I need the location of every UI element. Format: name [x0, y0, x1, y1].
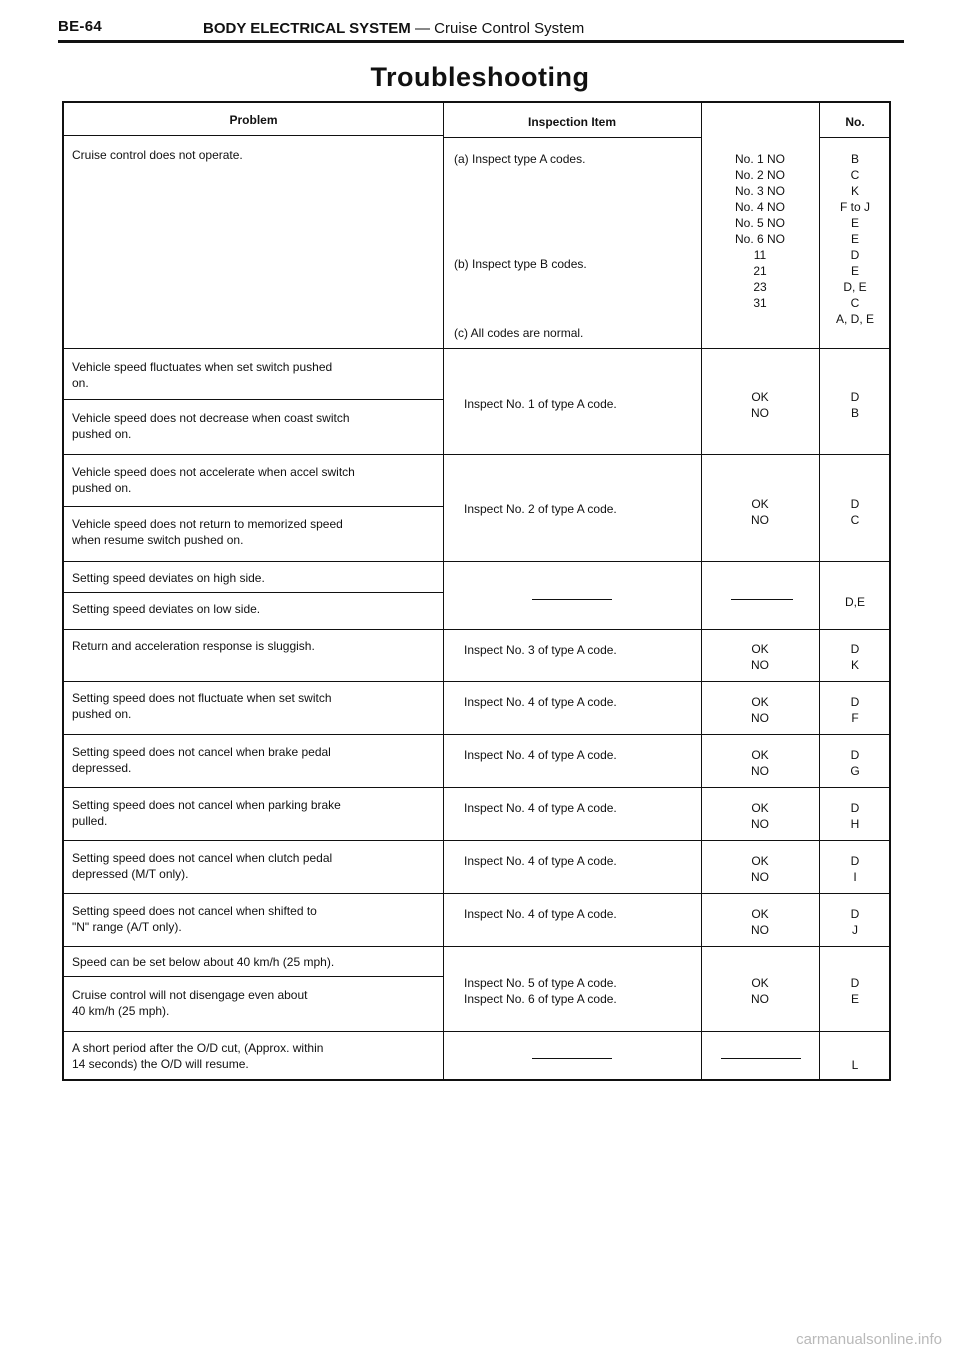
page-header — [58, 18, 904, 40]
problem-cell: Setting speed does not cancel when brake pedal depressed. — [72, 745, 331, 775]
row-divider — [64, 734, 891, 735]
problem-cell: Setting speed does not cancel when parking brake pulled. — [72, 798, 341, 828]
inspection-cell: Inspect No. 4 of type A code. — [464, 907, 617, 921]
row-divider — [64, 787, 891, 788]
problem-cell: Setting speed deviates on low side. — [72, 602, 261, 616]
inspection-cell: Inspect No. 4 of type A code. — [464, 801, 617, 815]
header-rule — [58, 40, 904, 43]
inspection-cell: Inspect No. 4 of type A code. — [464, 695, 617, 709]
number-cell: D K — [850, 642, 860, 672]
row-divider — [64, 1031, 891, 1032]
number-cell: D C — [850, 497, 860, 527]
page-number: BE-64 — [58, 18, 103, 35]
sub-row-divider — [64, 399, 443, 400]
result-cell: OK NO — [751, 976, 769, 1006]
page-title: Troubleshooting — [370, 62, 590, 92]
inspection-cell: (c) All codes are normal. — [454, 326, 584, 340]
empty-dash — [532, 599, 612, 600]
troubleshooting-table — [62, 101, 891, 1081]
result-cell: OK NO — [751, 801, 769, 831]
number-cell: D E — [850, 976, 860, 1006]
number-cell: D B — [850, 390, 860, 420]
row-divider — [64, 946, 891, 947]
running-title — [203, 20, 584, 37]
problem-cell: Vehicle speed does not decrease when coast switch pushed on. — [72, 411, 350, 441]
number-cell: D F — [850, 695, 860, 725]
row-divider — [64, 629, 891, 630]
problem-cell: Setting speed does not cancel when shifted to "N" range (A/T only). — [72, 904, 317, 934]
problem-cell: Speed can be set below about 40 km/h (25 mph). — [72, 955, 335, 969]
problem-cell: Setting speed does not fluctuate when set switch pushed on. — [72, 691, 332, 721]
header-divider-problem — [64, 135, 443, 136]
subsection-title: — Cruise Control System — [410, 20, 585, 37]
problem-cell: A short period after the O/D cut, (Approx. within 14 seconds) the O/D will resume. — [72, 1041, 324, 1071]
result-cell: No. 1 NO No. 2 NO No. 3 NO No. 4 NO No. 5 NO No. 6 NO 11 21 23 31 — [734, 152, 785, 310]
number-cell: D H — [850, 801, 860, 831]
inspection-cell: (b) Inspect type B codes. — [454, 257, 587, 271]
result-cell: OK NO — [751, 748, 769, 778]
sub-row-divider — [64, 506, 443, 507]
result-cell: OK NO — [751, 907, 769, 937]
problem-cell: Setting speed does not cancel when clutch pedal depressed (M/T only). — [72, 851, 333, 881]
watermark: carmanualsonline.info — [796, 1331, 942, 1348]
result-cell: OK NO — [751, 642, 769, 672]
problem-cell: Vehicle speed does not return to memorized speed when resume switch pushed on. — [72, 517, 343, 547]
empty-dash — [532, 1058, 612, 1059]
row-divider — [64, 561, 891, 562]
inspection-cell: Inspect No. 4 of type A code. — [464, 854, 617, 868]
result-cell: OK NO — [751, 695, 769, 725]
problem-cell: Cruise control does not operate. — [72, 148, 243, 162]
row-divider — [64, 454, 891, 455]
col-divider-1 — [443, 103, 444, 1079]
number-cell: D G — [850, 748, 860, 778]
header-problem: Problem — [229, 113, 278, 127]
header-no: No. — [845, 115, 865, 129]
sub-row-divider — [64, 976, 443, 977]
result-cell: OK NO — [751, 390, 769, 420]
header-inspection-item: Inspection Item — [527, 115, 616, 129]
number-cell: D I — [850, 854, 860, 884]
number-cell: B C K F to J E E D E D, E C A, D, E — [835, 152, 874, 326]
inspection-cell: (a) Inspect type A codes. — [454, 152, 586, 166]
row-divider — [64, 840, 891, 841]
result-cell: OK NO — [751, 497, 769, 527]
row-divider — [64, 681, 891, 682]
empty-dash — [731, 599, 793, 600]
inspection-cell: Inspect No. 2 of type A code. — [464, 502, 617, 516]
problem-cell: Vehicle speed fluctuates when set switch pushed on. — [72, 360, 333, 390]
inspection-cell: Inspect No. 4 of type A code. — [464, 748, 617, 762]
number-cell: L — [851, 1058, 859, 1072]
empty-dash — [721, 1058, 801, 1059]
number-cell: D J — [850, 907, 860, 937]
row-divider — [64, 893, 891, 894]
inspection-cell: Inspect No. 1 of type A code. — [464, 397, 617, 411]
header-divider-inspection — [443, 137, 701, 138]
problem-cell: Return and acceleration response is sluggish. — [72, 639, 315, 653]
inspection-cell: Inspect No. 3 of type A code. — [464, 643, 617, 657]
header-divider-no — [819, 137, 891, 138]
problem-cell: Cruise control will not disengage even about 40 km/h (25 mph). — [72, 988, 308, 1018]
result-cell: OK NO — [751, 854, 769, 884]
problem-cell: Setting speed deviates on high side. — [72, 571, 265, 585]
inspection-cell: Inspect No. 5 of type A code. Inspect No. 6 of type A code. — [464, 976, 617, 1006]
row-divider — [64, 348, 891, 349]
sub-row-divider — [64, 592, 443, 593]
problem-cell: Vehicle speed does not accelerate when accel switch pushed on. — [72, 465, 355, 495]
number-cell: D,E — [844, 595, 865, 609]
section-title: BODY ELECTRICAL SYSTEM — [203, 20, 411, 37]
